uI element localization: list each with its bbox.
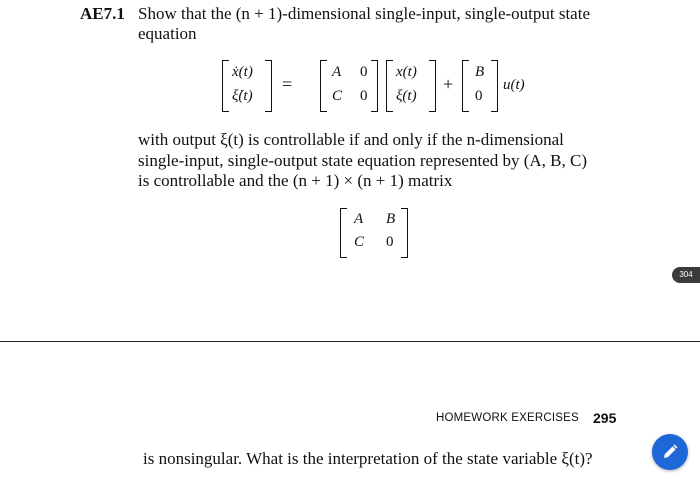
input-zero: 0 — [475, 88, 483, 104]
paragraph-line-1: with output ξ(t) is controllable if and only if the n-dimensional — [138, 130, 564, 149]
pencil-icon — [661, 443, 679, 461]
continuation-line: is nonsingular. What is the interpretation of the state variable ξ(t)? — [143, 449, 593, 468]
page-indicator-badge[interactable]: 304 — [672, 267, 700, 283]
augmented-matrix — [340, 208, 408, 258]
state-vector — [386, 60, 436, 112]
lhs-row-1: ẋ(t) — [232, 64, 253, 80]
problem-statement-line-2: equation — [138, 24, 197, 43]
problem-label: AE7.1 — [80, 4, 125, 23]
running-head: HOMEWORK EXERCISES — [436, 412, 579, 424]
system-matrix-zero-1: 0 — [360, 64, 368, 80]
page-divider — [0, 341, 700, 342]
equals-sign: = — [282, 74, 293, 94]
system-matrix — [320, 60, 378, 112]
paragraph-line-2: single-input, single-output state equation represented by (A, B, C) — [138, 150, 587, 170]
input-signal: u(t) — [503, 77, 525, 93]
state-equation — [0, 0, 700, 130]
system-matrix-a: A — [332, 64, 342, 80]
state-row-2: ξ(t) — [396, 88, 417, 104]
matrix2-a: A — [354, 211, 364, 227]
problem-statement-line-1: Show that the (n + 1)-dimensional single-input, single-output state — [138, 4, 590, 23]
input-b: B — [475, 64, 485, 80]
system-matrix-zero-2: 0 — [360, 88, 368, 104]
plus-sign: + — [443, 74, 454, 94]
system-matrix-c: C — [332, 88, 343, 104]
problem-paragraph — [138, 130, 618, 192]
matrix2-zero: 0 — [386, 234, 394, 250]
matrix2-c: C — [354, 234, 365, 250]
edit-button[interactable] — [652, 434, 688, 470]
state-row-1: x(t) — [396, 64, 417, 80]
lhs-row-2: ξ̇(t) — [232, 88, 253, 104]
lhs-vector — [222, 60, 272, 112]
matrix2-b: B — [386, 211, 396, 227]
page-number: 295 — [593, 410, 617, 426]
input-vector — [462, 60, 498, 112]
paragraph-line-3: is controllable and the (n + 1) × (n + 1) matrix — [138, 171, 453, 190]
